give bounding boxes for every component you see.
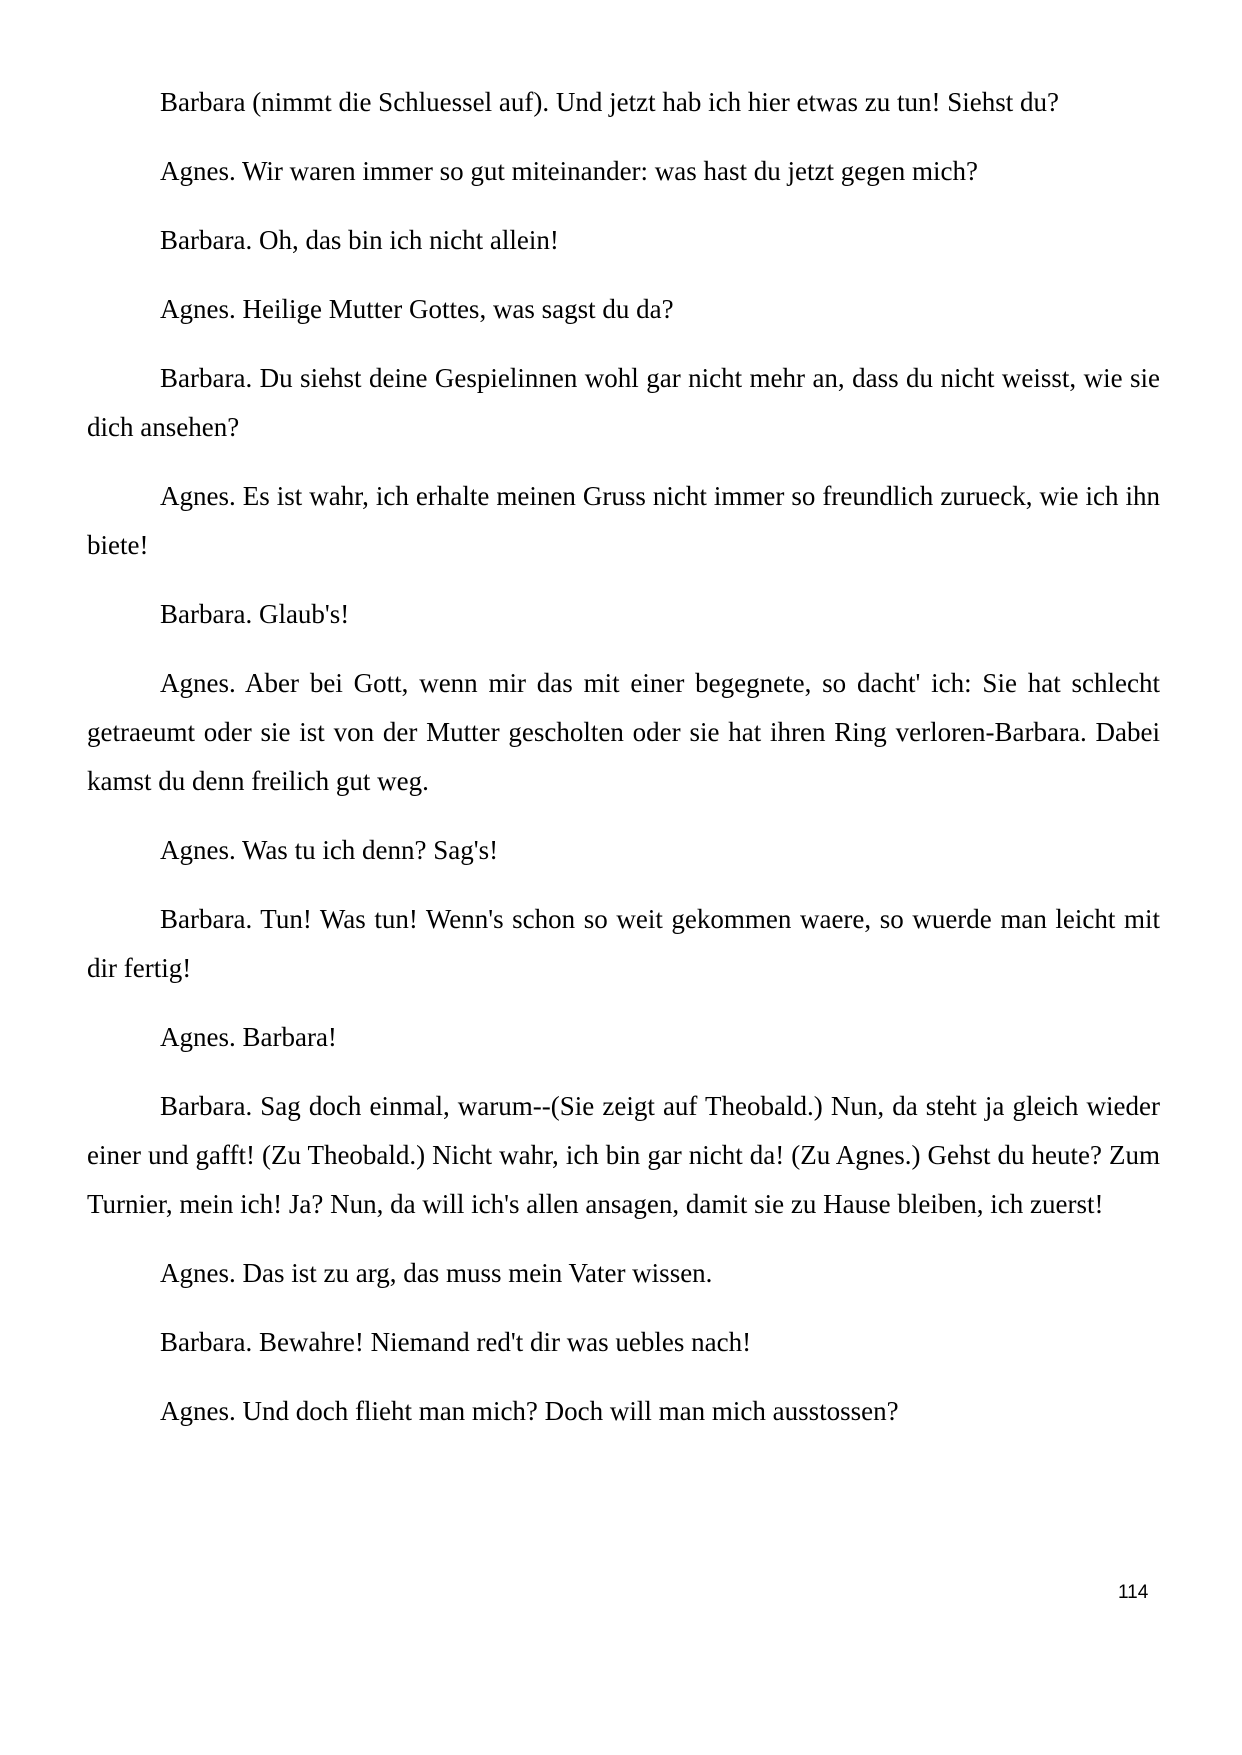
paragraph: Agnes. Was tu ich denn? Sag's!	[160, 835, 499, 865]
page-number: 114	[1118, 1582, 1149, 1603]
paragraph: Agnes. Und doch flieht man mich? Doch will man mich ausstossen?	[160, 1396, 899, 1426]
paragraph: Barbara (nimmt die Schluessel auf). Und jetzt hab ich hier etwas zu tun! Siehst du?	[160, 87, 1059, 117]
paragraph: Barbara. Oh, das bin ich nicht allein!	[160, 225, 559, 255]
paragraph: Barbara. Du siehst deine Gespielinnen wohl gar nicht mehr an, dass du nicht weisst, wie sie dich ansehen?	[87, 363, 1160, 442]
paragraph: Agnes. Das ist zu arg, das muss mein Vater wissen.	[160, 1258, 713, 1288]
paragraph: Barbara. Tun! Was tun! Wenn's schon so weit gekommen waere, so wuerde man leicht mit dir fertig!	[87, 904, 1160, 983]
paragraph: Agnes. Wir waren immer so gut miteinander: was hast du jetzt gegen mich?	[160, 156, 978, 186]
paragraph: Barbara. Sag doch einmal, warum--(Sie zeigt auf Theobald.) Nun, da steht ja gleich wieder einer und gafft! (Zu Theobald.) Nicht wahr, ich bin gar nicht da! (Zu Agnes.) Gehst du heute? Zum Turnier, mein ich! Ja? Nun, da will ich's allen ansagen, damit sie zu Hause bleiben, ich zuerst!	[87, 1091, 1160, 1219]
paragraph: Agnes. Barbara!	[160, 1022, 337, 1052]
paragraph: Agnes. Aber bei Gott, wenn mir das mit einer begegnete, so dacht' ich: Sie hat schlecht getraeumt oder sie ist von der Mutter gescholten oder sie hat ihren Ring verloren-Barbara. Dabei kamst du denn freilich gut weg.	[87, 668, 1160, 796]
document-body	[87, 78, 1160, 1456]
paragraph: Agnes. Es ist wahr, ich erhalte meinen Gruss nicht immer so freundlich zurueck, wie ich ihn biete!	[87, 481, 1160, 560]
paragraph: Agnes. Heilige Mutter Gottes, was sagst du da?	[160, 294, 674, 324]
paragraph: Barbara. Glaub's!	[160, 599, 350, 629]
paragraph: Barbara. Bewahre! Niemand red't dir was uebles nach!	[160, 1327, 752, 1357]
